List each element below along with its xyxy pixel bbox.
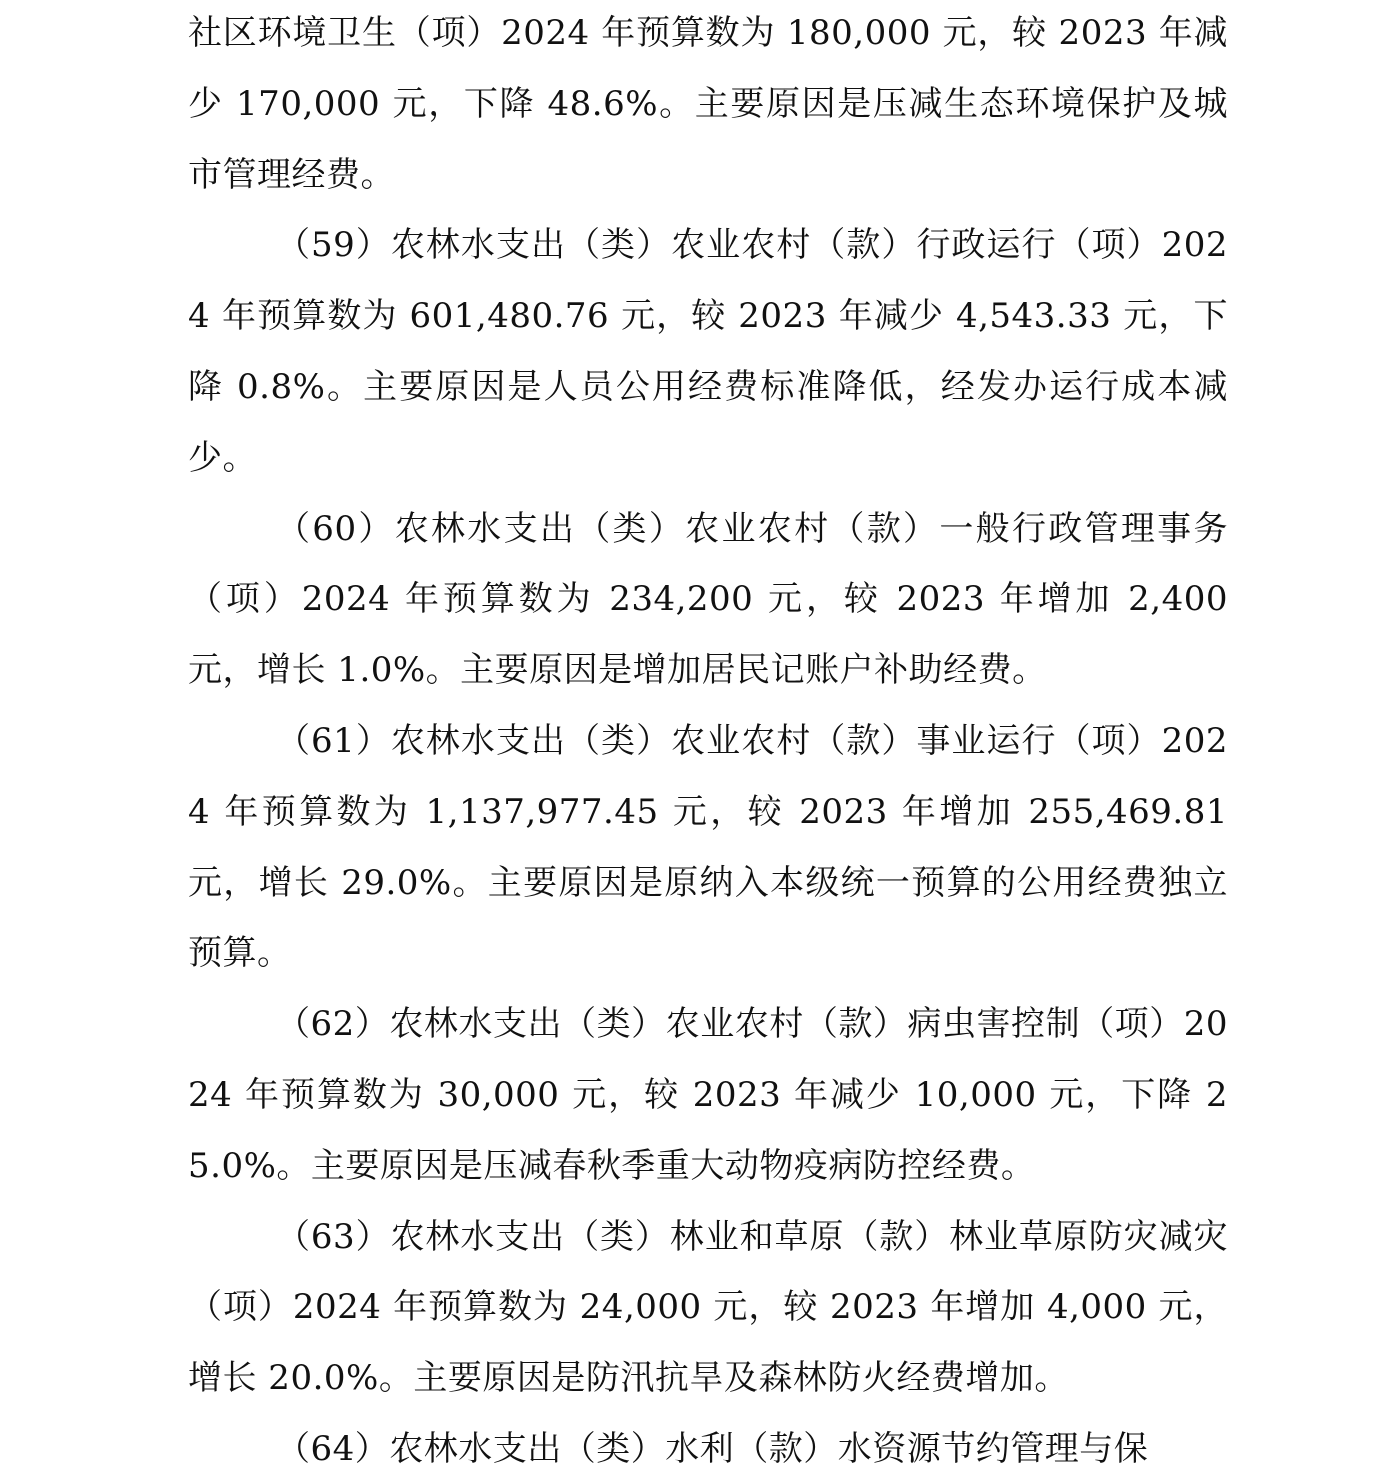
paragraph-item-62: （62）农林水支出（类）农业农村（款）病虫害控制（项）2024 年预算数为 30,000 元，较 2023 年减少 10,000 元，下降 25.0%。主要原因是压减春秋季重大动物疫病防控经费。 — [188, 1004, 1228, 1186]
paragraph-item-63: （63）农林水支出（类）林业和草原（款）林业草原防灾减灾（项）2024 年预算数为 24,000 元，较 2023 年增加 4,000 元，增长 20.0%。主要原因是防汛抗旱及森林防火经费增加。 — [188, 1216, 1228, 1399]
paragraph-item-60: （60）农林水支出（类）农业农村（款）一般行政管理事务（项）2024 年预算数为 234,200 元，较 2023 年增加 2,400 元，增长 1.0%。主要原因是增加居民记账户补助经费。 — [188, 508, 1228, 691]
paragraph-item-59: （59）农林水支出（类）农业农村（款）行政运行（项）2024 年预算数为 601,480.76 元，较 2023 年减少 4,543.33 元，下降 0.8%。主要原因是人员公用经费标准降低，经发办运行成本减少。 — [188, 225, 1228, 478]
paragraph-item-61: （61）农林水支出（类）农业农村（款）事业运行（项）2024 年预算数为 1,137,977.45 元，较 2023 年增加 255,469.81 元，增长 29.0%。主要原因是原纳入本级统一预算的公用经费独立预算。 — [188, 720, 1228, 974]
paragraph-item-64: （64）农林水支出（类）水利（款）水资源节约管理与保 — [276, 1428, 1149, 1469]
paragraph-community-sanitation: 社区环境卫生（项）2024 年预算数为 180,000 元，较 2023 年减少 170,000 元，下降 48.6%。主要原因是压减生态环境保护及城市管理经费。 — [188, 13, 1228, 195]
document-page — [188, 0, 1228, 1473]
